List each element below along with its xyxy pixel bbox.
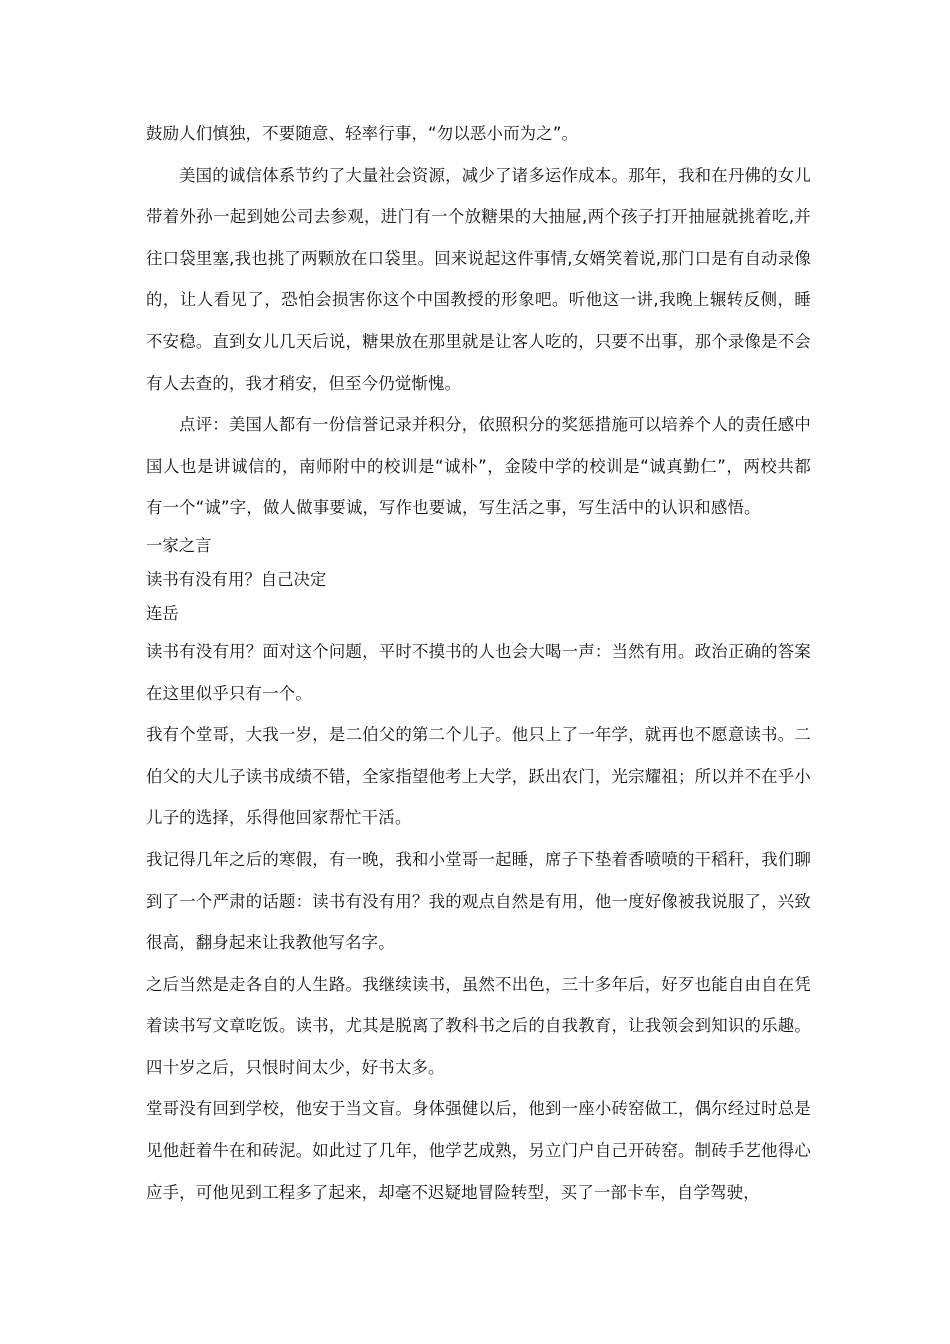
document-body [146, 113, 811, 1213]
paragraph-us-trust-story: 美国的诚信体系节约了大量社会资源，减少了诸多运作成本。那年，我和在丹佛的女儿带着外孙一起到她公司去参观，进门有一个放糖果的大抽屉,两个孩子打开抽屉就挑着吃,并往口袋里塞,我也挑了两颗放在口袋里。回来说起这件事情,女婿笑着说,那门口是有自动录像的，让人看见了，恐怕会损害你这个中国教授的形象吧。听他这一讲,我晚上辗转反侧，睡不安稳。直到女儿几天后说，糖果放在那里就是让客人吃的，只要不出事，那个录像是不会有人去查的，我才稍安，但至今仍觉惭愧。 [146, 165, 811, 393]
paragraph-commentary: 点评：美国人都有一份信誉记录并积分，依照积分的奖惩措施可以培养个人的责任感中国人也是讲诚信的，南师附中的校训是“诚朴”，金陵中学的校训是“诚真勤仁”，两校共都有一个“诚”字，做人做事要诚，写作也要诚，写生活之事，写生活中的认识和感悟。 [146, 415, 811, 518]
paragraph-body-2: 我有个堂哥，大我一岁，是二伯父的第二个儿子。他只上了一年学，就再也不愿意读书。二伯父的大儿子读书成绩不错，全家指望他考上大学，跃出农门，光宗耀祖；所以并不在乎小儿子的选择，乐得他回家帮忙干活。 [146, 725, 811, 828]
paragraph-body-3: 我记得几年之后的寒假，有一晚，我和小堂哥一起睡，席子下垫着香喷喷的干稻秆，我们聊到了一个严肃的话题：读书有没有用？我的观点自然是有用，他一度好像被我说服了，兴致很高，翻身起来让我教他写名字。 [146, 849, 811, 953]
paragraph-body-5: 堂哥没有回到学校，他安于当文盲。身体强健以后，他到一座小砖窑做工，偶尔经过时总是见他赶着牛在和砖泥。如此过了几年，他学艺成熟，另立门户自己开砖窑。制砖手艺他得心应手，可他见到工程多了起来，却毫不迟疑地冒险转型，买了一部卡车，自学驾驶， [146, 1099, 811, 1202]
paragraph-intro-end: 鼓励人们慎独，不要随意、轻率行事，“勿以恶小而为之”。 [146, 124, 579, 143]
article-title: 读书有没有用？自己决定 [146, 569, 327, 589]
paragraph-body-1: 读书有没有用？面对这个问题，平时不摸书的人也会大喝一声：当然有用。政治正确的答案在这里似乎只有一个。 [146, 641, 811, 703]
section-label: 一家之言 [146, 535, 212, 555]
paragraph-body-4: 之后当然是走各自的人生路。我继续读书，虽然不出色，三十多年后，好歹也能自由自在凭着读书写文章吃饭。读书，尤其是脱离了教科书之后的自我教育，让我领会到知识的乐趣。四十岁之后，只恨时间太少，好书太多。 [146, 974, 811, 1077]
article-author: 连岳 [146, 603, 179, 623]
